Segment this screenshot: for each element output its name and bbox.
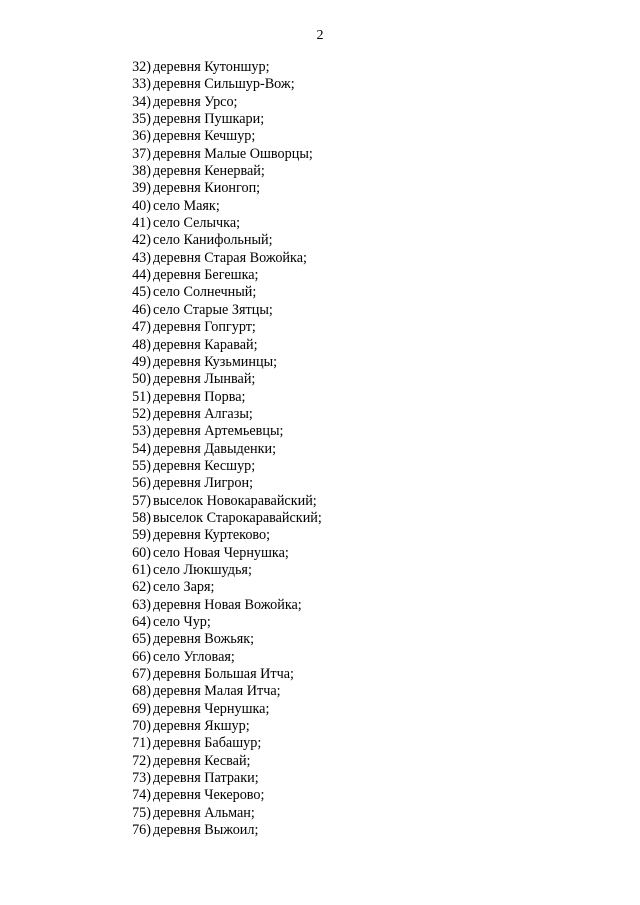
list-item-number: 68) xyxy=(132,683,151,700)
list-item-number: 36) xyxy=(132,128,151,145)
list-item xyxy=(0,701,640,718)
settlement-list xyxy=(0,59,640,839)
list-item xyxy=(0,146,640,163)
list-item-text: деревня Гопгурт; xyxy=(153,319,256,336)
list-item xyxy=(0,111,640,128)
list-item xyxy=(0,579,640,596)
list-item xyxy=(0,198,640,215)
list-item-number: 42) xyxy=(132,232,151,249)
list-item-number: 76) xyxy=(132,822,151,839)
list-item-text: село Канифольный; xyxy=(153,232,273,249)
list-item-text: деревня Куртеково; xyxy=(153,527,271,544)
list-item-text: выселок Старокаравайский; xyxy=(153,509,322,526)
list-item-number: 50) xyxy=(132,371,151,388)
list-item-text: деревня Кенервай; xyxy=(153,163,265,180)
list-item xyxy=(0,614,640,631)
list-item-number: 41) xyxy=(132,215,151,232)
list-item xyxy=(0,787,640,804)
list-item-number: 49) xyxy=(132,353,151,370)
list-item-text: деревня Кесвай; xyxy=(153,752,251,769)
page-number: 2 xyxy=(316,28,324,43)
list-item-text: деревня Артемьевцы; xyxy=(153,423,284,440)
list-item xyxy=(0,354,640,371)
list-item-text: село Заря; xyxy=(153,579,215,596)
list-item-text: село Маяк; xyxy=(153,197,220,214)
list-item xyxy=(0,406,640,423)
list-item-text: село Новая Чернушка; xyxy=(153,544,289,561)
list-item-number: 71) xyxy=(132,735,151,752)
list-item-text: деревня Кузьминцы; xyxy=(153,353,278,370)
list-item-text: деревня Урсо; xyxy=(153,93,238,110)
list-item xyxy=(0,493,640,510)
list-item-text: деревня Пушкари; xyxy=(153,111,265,128)
list-item-text: деревня Выжоил; xyxy=(153,822,259,839)
list-item-text: деревня Якшур; xyxy=(153,718,250,735)
list-item-number: 63) xyxy=(132,596,151,613)
list-item xyxy=(0,545,640,562)
list-item xyxy=(0,250,640,267)
list-item xyxy=(0,163,640,180)
list-item xyxy=(0,718,640,735)
list-item-text: деревня Старая Вожойка; xyxy=(153,249,307,266)
list-item-number: 73) xyxy=(132,770,151,787)
list-item xyxy=(0,319,640,336)
list-item-text: деревня Давыденки; xyxy=(153,440,277,457)
list-item-text: село Селычка; xyxy=(153,215,241,232)
list-item-number: 61) xyxy=(132,561,151,578)
list-item-text: деревня Чернушка; xyxy=(153,700,270,717)
list-item xyxy=(0,683,640,700)
list-item-text: деревня Бегешка; xyxy=(153,267,259,284)
list-item-number: 51) xyxy=(132,388,151,405)
list-item-text: деревня Малая Итча; xyxy=(153,683,281,700)
list-item-number: 35) xyxy=(132,111,151,128)
list-item-number: 52) xyxy=(132,405,151,422)
list-item-text: деревня Альман; xyxy=(153,804,255,821)
list-item xyxy=(0,371,640,388)
list-item-number: 33) xyxy=(132,76,151,93)
list-item xyxy=(0,215,640,232)
list-item xyxy=(0,666,640,683)
list-item xyxy=(0,423,640,440)
list-item-text: выселок Новокаравайский; xyxy=(153,492,317,509)
list-item xyxy=(0,267,640,284)
list-item-number: 32) xyxy=(132,59,151,75)
list-item-number: 58) xyxy=(132,509,151,526)
list-item-text: деревня Большая Итча; xyxy=(153,666,294,683)
list-item xyxy=(0,389,640,406)
list-item-text: деревня Алгазы; xyxy=(153,405,253,422)
list-item-text: село Люкшудья; xyxy=(153,561,252,578)
list-item-number: 60) xyxy=(132,544,151,561)
list-item-number: 47) xyxy=(132,319,151,336)
list-item-text: деревня Бабашур; xyxy=(153,735,262,752)
list-item-text: деревня Сильшур-Вож; xyxy=(153,76,295,93)
list-item xyxy=(0,337,640,354)
list-item-number: 74) xyxy=(132,787,151,804)
list-item-number: 43) xyxy=(132,249,151,266)
list-item-number: 39) xyxy=(132,180,151,197)
list-item-text: деревня Малые Ошворцы; xyxy=(153,145,313,162)
list-item-text: село Старые Зятцы; xyxy=(153,301,273,318)
list-item-number: 57) xyxy=(132,492,151,509)
list-item-number: 44) xyxy=(132,267,151,284)
list-item xyxy=(0,562,640,579)
list-item xyxy=(0,76,640,93)
list-item-text: село Чур; xyxy=(153,614,211,630)
list-item-text: деревня Новая Вожойка; xyxy=(153,596,302,613)
list-item xyxy=(0,59,640,76)
list-item-number: 66) xyxy=(132,648,151,665)
list-item xyxy=(0,284,640,301)
list-item-number: 53) xyxy=(132,423,151,440)
list-item xyxy=(0,441,640,458)
list-item xyxy=(0,475,640,492)
list-item xyxy=(0,180,640,197)
list-item xyxy=(0,805,640,822)
list-item-number: 48) xyxy=(132,336,151,353)
list-item xyxy=(0,232,640,249)
list-item-text: деревня Порва; xyxy=(153,388,246,405)
list-item xyxy=(0,649,640,666)
list-item-number: 62) xyxy=(132,579,151,596)
list-item xyxy=(0,631,640,648)
list-item-text: деревня Чекерово; xyxy=(153,787,265,804)
list-item xyxy=(0,735,640,752)
list-item-number: 46) xyxy=(132,301,151,318)
list-item xyxy=(0,128,640,145)
list-item-number: 37) xyxy=(132,145,151,162)
list-item-number: 72) xyxy=(132,752,151,769)
list-item-number: 54) xyxy=(132,440,151,457)
list-item-text: деревня Вожьяк; xyxy=(153,631,255,648)
list-item-text: деревня Кутоншур; xyxy=(153,59,270,75)
list-item-number: 56) xyxy=(132,475,151,492)
list-item-number: 45) xyxy=(132,284,151,301)
list-item-number: 40) xyxy=(132,197,151,214)
list-item-number: 70) xyxy=(132,718,151,735)
list-item xyxy=(0,770,640,787)
list-item-text: село Угловая; xyxy=(153,648,235,665)
list-item-text: деревня Лынвай; xyxy=(153,371,256,388)
list-item-text: деревня Кесшур; xyxy=(153,457,256,474)
list-item xyxy=(0,753,640,770)
list-item-number: 69) xyxy=(132,700,151,717)
list-item-text: село Солнечный; xyxy=(153,284,257,301)
list-item-number: 75) xyxy=(132,804,151,821)
list-item xyxy=(0,458,640,475)
list-item xyxy=(0,527,640,544)
list-item xyxy=(0,94,640,111)
list-item-text: деревня Кечшур; xyxy=(153,128,256,145)
list-item-number: 38) xyxy=(132,163,151,180)
list-item-number: 64) xyxy=(132,614,151,630)
list-item xyxy=(0,302,640,319)
list-item-text: деревня Каравай; xyxy=(153,336,258,353)
list-item-number: 67) xyxy=(132,666,151,683)
list-item-number: 34) xyxy=(132,93,151,110)
list-item-text: деревня Лигрон; xyxy=(153,475,254,492)
list-item-number: 65) xyxy=(132,631,151,648)
list-item-number: 59) xyxy=(132,527,151,544)
list-item-text: деревня Кионгоп; xyxy=(153,180,261,197)
list-item xyxy=(0,822,640,839)
list-item xyxy=(0,597,640,614)
list-item-text: деревня Патраки; xyxy=(153,770,259,787)
list-item-number: 55) xyxy=(132,457,151,474)
list-item xyxy=(0,510,640,527)
